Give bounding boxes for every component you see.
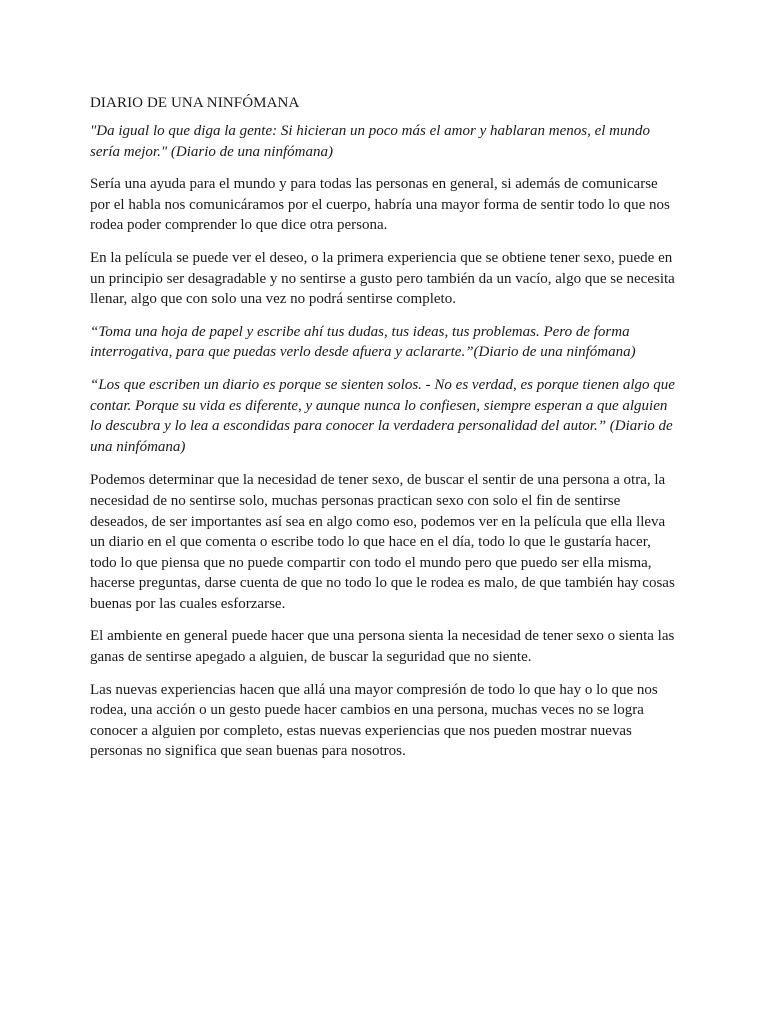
- quote-paragraph-paper: “Toma una hoja de papel y escribe ahí tus dudas, tus ideas, tus problemas. Pero de forma interrogativa, para que puedas verlo desde afuera y aclararte.”(Diario de una ninfómana): [90, 323, 636, 361]
- quote-paragraph-diary: “Los que escriben un diario es porque se sienten solos. - No es verdad, es porque tienen algo que contar. Porque su vida es diferente, y aunque nunca lo confiesen, siempre esperan a que alguien lo descubra y lo lea a escondidas para conocer la verdadera personalidad del autor.” (Diario de una ninfómana): [90, 376, 675, 455]
- body-paragraph-experiences: Las nuevas experiencias hacen que allá una mayor compresión de todo lo que hay o lo que nos rodea, una acción o un gesto puede hacer cambios en una persona, muchas veces no se logra conocer a alguien por completo, estas nuevas experiencias que nos pueden mostrar nuevas personas no significa que sean buenas para nosotros.: [90, 681, 658, 760]
- body-paragraph-necessity: Podemos determinar que la necesidad de tener sexo, de buscar el sentir de una persona a otra, la necesidad de no sentirse solo, muchas personas practican sexo con solo el fin de sentirse deseados, de ser importantes así sea en algo como eso, podemos ver en la película que ella lleva un diario en el que comenta o escribe todo lo que hace en el día, todo lo que le gustaría hacer, todo lo que piensa que no puede compartir con todo el mundo pero que puedo ser ella misma, hacerse preguntas, darse cuenta de que no todo lo que le rodea es malo, de que también hay cosas buenas por las cuales esforzarse.: [90, 472, 675, 612]
- body-paragraph-film-desire: En la película se puede ver el deseo, o la primera experiencia que se obtiene tener sexo, puede en un principio ser desagradable y no sentirse a gusto pero también da un vacío, algo que se necesita llenar, algo que con solo una vez no podrá sentirse completo.: [90, 249, 675, 308]
- body-paragraph-communication: Sería una ayuda para el mundo y para todas las personas en general, si además de comunicarse por el habla nos comunicáramos por el cuerpo, habría una mayor forma de sentir todo lo que nos rodea poder comprender lo que dice otra persona.: [90, 176, 670, 234]
- body-paragraph-environment: El ambiente en general puede hacer que una persona sienta la necesidad de tener sexo o sienta las ganas de sentirse apegado a alguien, de buscar la seguridad que no siente.: [90, 628, 675, 666]
- opening-quote-paragraph: "Da igual lo que diga la gente: Si hicieran un poco más el amor y hablaran menos, el mundo sería mejor." (Diario de una ninfómana): [90, 123, 650, 160]
- document-title: DIARIO DE UNA NINFÓMANA: [90, 95, 300, 111]
